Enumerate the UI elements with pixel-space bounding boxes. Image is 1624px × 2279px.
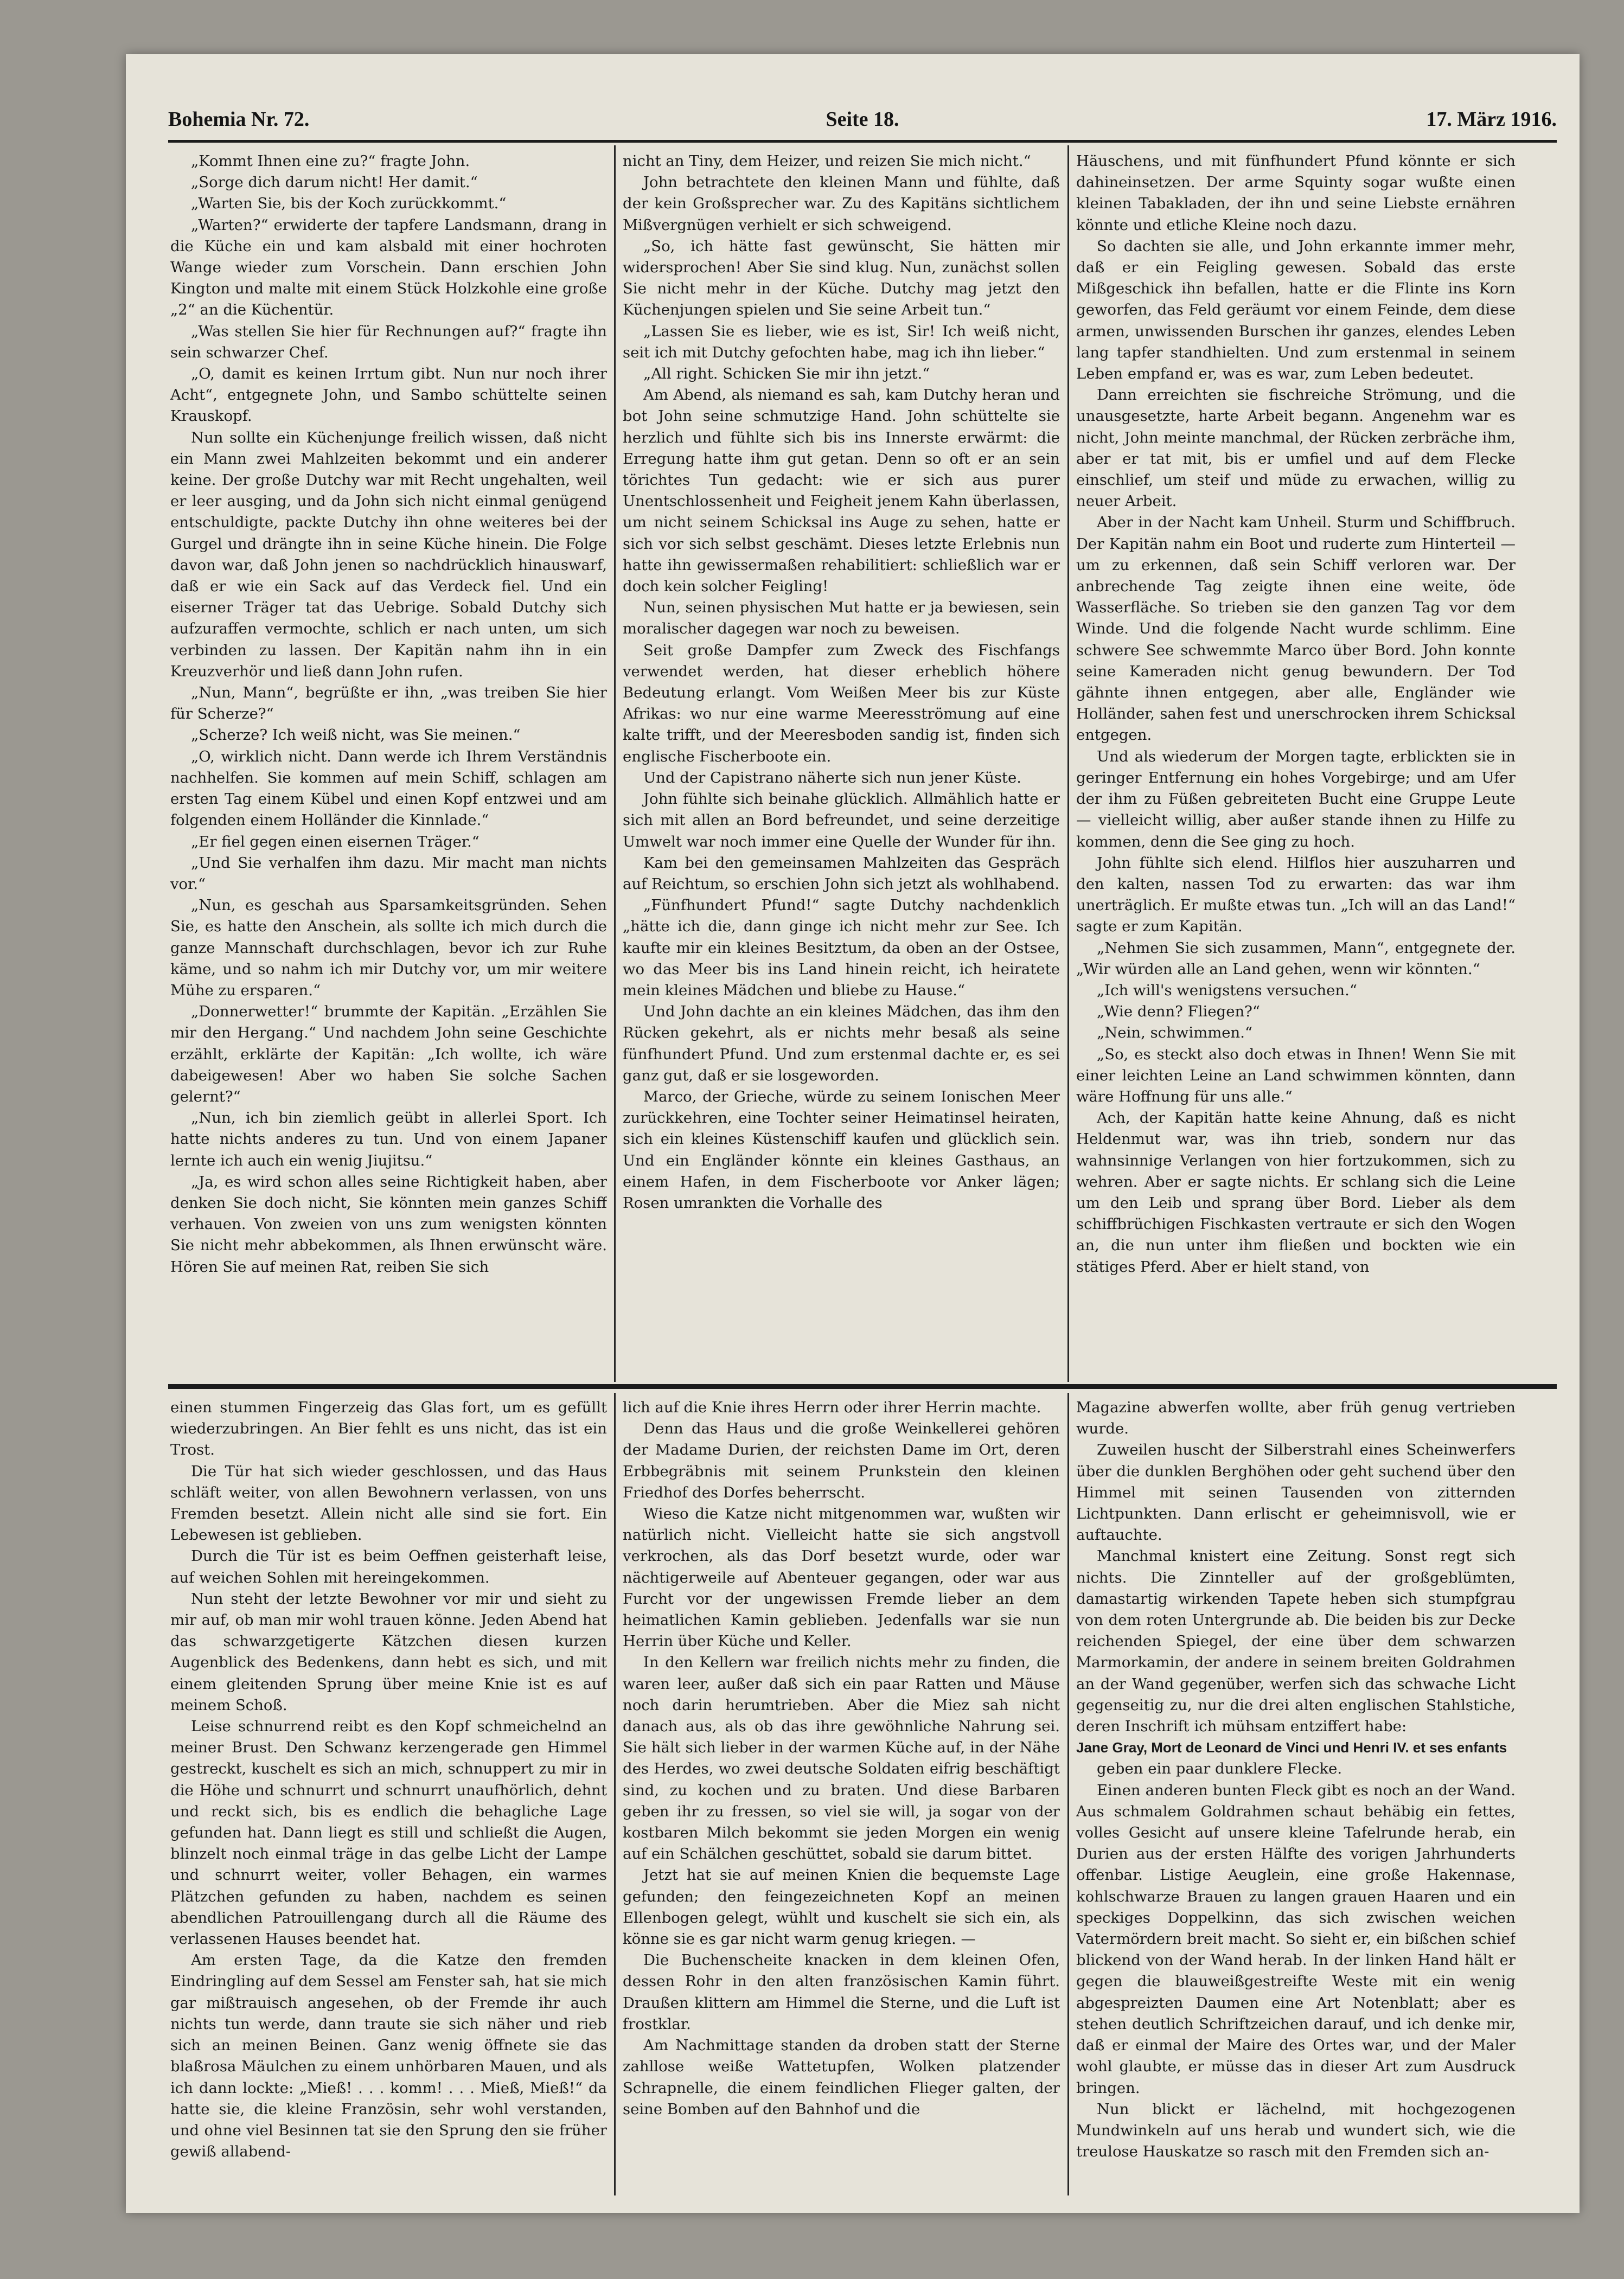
paragraph: John betrachtete den kleinen Mann und fühlte, daß der kein Großsprecher war. Zu des Kapitäns sichtlichem Mißvergnügen verhielt er sich schweigend. bbox=[623, 174, 1060, 234]
paragraph: „Er fiel gegen einen eisernen Träger.“ bbox=[191, 833, 479, 850]
paragraph: Manchmal knistert eine Zeitung. Sonst regt sich nichts. Die Zinnteller auf der großgeblümten, damastartig wirkenden Tapete heben sich stumpfgrau von dem roten Untergrunde ab. Die beiden bis zur Decke reichenden Spiegel, der eine über dem schwarzen Marmorkamin, der andere in seinem breiten Goldrahmen an der Wand gegenüber, werfen sich das schwache Licht gegenseitig zu, nur die drei alten englischen Stahlstiche, deren Inschrift ich mühsam entziffert habe: bbox=[1076, 1547, 1516, 1736]
paragraph: „Sorge dich darum nicht! Her damit.“ bbox=[191, 174, 478, 191]
paragraph: Die Tür hat sich wieder geschlossen, und das Haus schläft weiter, von allen Bewohnern verlassen, von uns Fremden besetzt. Allein nicht alle sind sie fort. Ein Lebewesen ist geblieben. bbox=[170, 1462, 607, 1544]
paragraph: Dann erreichten sie fischreiche Strömung, und die unausgesetzte, harte Arbeit begann. Angenehm war es nicht, John meinte manchmal, der Rücken zerbräche ihm, aber er tat mit, bis er umfiel und auf dem Flecke einschlief, um steif und müde zu erwachen, willig zu neuer Arbeit. bbox=[1076, 386, 1516, 510]
paragraph: Nun steht der letzte Bewohner vor mir und sieht zu mir auf, ob man mir wohl trauen könne. Jeden Abend hat das schwarzgetigerte Kätzchen diesen kurzen Augenblick des Bedenkens, dann hebt es sich, und mit einem gleitenden Sprung über meine Knie ist es auf meinem Schoß. bbox=[170, 1590, 607, 1714]
page-number: Seite 18. bbox=[826, 108, 899, 131]
newspaper-page bbox=[126, 54, 1580, 2213]
paragraph: „Was stellen Sie hier für Rechnungen auf?“ fragte ihn sein schwarzer Chef. bbox=[170, 322, 607, 361]
paragraph: „Warten?“ erwiderte der tapfere Landsmann, drang in die Küche ein und kam alsbald mit einer hochroten Wange wieder zum Vorschein. Dann erschien John Kington und malte mit einem Stück Holzkohle eine große „2“ an die Küchentür. bbox=[170, 216, 607, 319]
lower-column-1 bbox=[170, 1397, 607, 2194]
paragraph: Am Abend, als niemand es sah, kam Dutchy heran und bot John seine schmutzige Hand. John schüttelte sie herzlich und fühlte sich bis ins Innerste erwärmt: die Erregung hatte ihm gut getan. Denn so oft er an sein törichtes Tun gedacht: wie er sich aus purer Unentschlossenheit und Feigheit jenem Kahn überlassen, um nicht seinem Schicksal ins Auge zu sehen, hatte er sich vor sich selbst geschämt. Dieses letzte Erlebnis nun hatte ihn gewissermaßen rehabilitiert: schließlich war er doch kein solcher Feigling! bbox=[623, 386, 1060, 596]
paragraph: Jane Gray, Mort de Leonard de Vinci und Henri IV. et ses enfants bbox=[1076, 1739, 1507, 1756]
paragraph: Nun blickt er lächelnd, mit hochgezogenen Mundwinkeln auf uns herab und wundert sich, wie die treulose Hauskatze so rasch mit den Fremden sich an- bbox=[1076, 2100, 1516, 2161]
paragraph: „Kommt Ihnen eine zu?“ fragte John. bbox=[191, 152, 470, 170]
paragraph: John fühlte sich elend. Hilflos hier auszuharren und den kalten, nassen Tod zu erwarten: das war ihm unerträglich. Er mußte etwas tun. „Ich will an das Land!“ sagte er zum Kapitän. bbox=[1076, 854, 1516, 936]
paragraph: lich auf die Knie ihres Herrn oder ihrer Herrin machte. bbox=[623, 1399, 1041, 1416]
issue-date: 17. März 1916. bbox=[1426, 108, 1557, 131]
paragraph: Leise schnurrend reibt es den Kopf schmeichelnd an meiner Brust. Den Schwanz kerzengerade gen Himmel gestreckt, kuschelt es sich an mich, schnuppert zu mir in die Höhe und schnurrt und schnurrt unaufhörlich, dehnt und reckt sich, bis es endlich die behagliche Lage gefunden hat. Dann liegt es still und schließt die Augen, blinzelt noch einmal träge in das gelbe Licht der Lampe und schnurrt weiter, voller Behagen, ein warmes Plätzchen gefunden zu haben, nachdem es seinen abendlichen Patrouillengang durch all die Räume des verlassenen Hauses beendet hat. bbox=[170, 1718, 607, 1948]
paragraph: „Fünfhundert Pfund!“ sagte Dutchy nachdenklich „hätte ich die, dann ginge ich nicht mehr zur See. Ich kaufte mir ein kleines Besitztum, da oben an der Ostsee, wo das Meer bis ins Land hinein reicht, ich heiratete mein kleines Mädchen und bliebe zu Hause.“ bbox=[623, 897, 1060, 999]
paragraph: Kam bei den gemeinsamen Mahlzeiten das Gespräch auf Reichtum, so erschien John sich jetzt als wohlhabend. bbox=[623, 854, 1060, 893]
paragraph: „Nun, es geschah aus Sparsamkeitsgründen. Sehen Sie, es hatte den Anschein, als sollte ich mich durch die ganze Mannschaft durchschlagen, bevor ich zur Ruhe käme, und so nahm ich mir Dutchy vor, um mir weitere Mühe zu ersparen.“ bbox=[170, 897, 607, 999]
paragraph: „Nun, Mann“, begrüßte er ihn, „was treiben Sie hier für Scherze?“ bbox=[170, 684, 607, 723]
paragraph: John fühlte sich beinahe glücklich. Allmählich hatte er sich mit allen an Bord befreundet, und seine derzeitige Umwelt war noch immer eine Quelle der Wunder für ihn. bbox=[623, 790, 1060, 850]
lower-column-3 bbox=[1076, 1397, 1516, 2194]
paragraph: Marco, der Grieche, würde zu seinem Ionischen Meer zurückkehren, eine Tochter seiner Heimatinsel heiraten, sich ein kleines Küstenschiff kaufen und glücklich sein. Und ein Engländer könnte ein kleines Gasthaus, an einem Hafen, in dem Fischerboote vor Anker lägen; Rosen umrankten die Vorhalle des bbox=[623, 1087, 1060, 1212]
paragraph: Einen anderen bunten Fleck gibt es noch an der Wand. Aus schmalem Goldrahmen schaut behäbig ein fettes, volles Gesicht auf unsere kleine Tafelrunde herab, ein Durien aus der ersten Hälfte des vorigen Jahrhunderts offenbar. Listige Aeuglein, eine große Hakennase, kohlschwarze Brauen zu langen grauen Haaren und ein speckiges Doppelkinn, das sich zwischen weichen Vatermördern breit macht. So sieht er, ein bißchen schief blickend von der Wand herab. In der linken Hand hält er gegen die blauweißgestreifte Weste mit ein wenig abgespreizten Daumen eine Art Notenblatt; aber es stehen deutlich Schriftzeichen darauf, und ich denke mir, daß er einmal der Maire des Ortes war, und der Maler wohl glaubte, er müsse das in dieser Art zum Ausdruck bringen. bbox=[1076, 1781, 1516, 2097]
paragraph: Wieso die Katze nicht mitgenommen war, wußten wir natürlich nicht. Vielleicht hatte sie sich angstvoll verkrochen, als das Dorf besetzt wurde, oder war nächtigerweile auf Abenteuer gegangen, oder war aus Furcht vor der ungewissen Fremde lieber an dem heimatlichen Kamin geblieben. Jedenfalls war sie nun Herrin über Küche und Keller. bbox=[623, 1505, 1060, 1650]
paragraph: Und der Capistrano näherte sich nun jener Küste. bbox=[643, 769, 1021, 786]
paragraph: Aber in der Nacht kam Unheil. Sturm und Schiffbruch. Der Kapitän nahm ein Boot und ruderte zum Hinterteil — um zu erkennen, daß sein Schiff verloren war. Der anbrechende Tag zeigte ihnen eine weite, öde Wasserfläche. So trieben sie den ganzen Tag vor dem Winde. Und die folgende Nacht wurde schlimm. Eine schwere See schwemmte Marco über Bord. John konnte seine Kameraden nicht genug bewundern. Der Tod gähnte ihnen entgegen, aber alle, Engländer wie Holländer, sahen fest und unerschrocken ihrem Schicksal entgegen. bbox=[1076, 514, 1516, 744]
paragraph: Nun, seinen physischen Mut hatte er ja bewiesen, sein moralischer dagegen war noch zu beweisen. bbox=[623, 599, 1060, 638]
paragraph: „O, damit es keinen Irrtum gibt. Nun nur noch ihrer Acht“, entgegnete John, und Sambo schüttelte seinen Krauskopf. bbox=[170, 365, 607, 425]
paragraph: Nun sollte ein Küchenjunge freilich wissen, daß nicht ein Mann zwei Mahlzeiten bekommt und ein anderer keine. Der große Dutchy war mit Recht ungehalten, weil er leer ausging, und da John sich nicht einmal genügend entschuldigte, packte Dutchy ihn ohne weiteres bei der Gurgel und drängte ihn in seine Küche hinein. Die Folge davon war, daß John jenen so nachdrücklich hinauswarf, daß er wie ein Sack auf das Verdeck fiel. Und ein eiserner Träger tat das Uebrige. Sobald Dutchy sich aufzuraffen vermochte, schlich er nach unten, um sich verbinden zu lassen. Der Kapitän nahm ihn in ein Kreuzverhör und ließ dann John rufen. bbox=[170, 428, 607, 680]
paragraph: einen stummen Fingerzeig das Glas fort, um es gefüllt wiederzubringen. An Bier fehlt es uns nicht, das ist ein Trost. bbox=[170, 1399, 607, 1459]
lower-column-2 bbox=[623, 1397, 1060, 2194]
paragraph: „Ich will's wenigstens versuchen.“ bbox=[1097, 981, 1357, 999]
paragraph: Und als wiederum der Morgen tagte, erblickten sie in geringer Entfernung ein hohes Vorgebirge; und am Ufer der ihm zu Füßen gebreiteten Bucht eine Gruppe Leute — vielleicht willig, aber außer stande ihnen zu Hilfe zu kommen, denn die See ging zu hoch. bbox=[1076, 747, 1516, 850]
paragraph: Seit große Dampfer zum Zweck des Fischfangs verwendet werden, hat dieser erheblich höhere Bedeutung erlangt. Vom Weißen Meer bis zur Küste Afrikas: wo nur eine warme Meeresströmung auf eine kalte trifft, und der Meeresboden sandig ist, finden sich englische Fischerboote ein. bbox=[623, 641, 1060, 765]
paragraph: So dachten sie alle, und John erkannte immer mehr, daß er ein Feigling gewesen. Sobald das erste Mißgeschick ihn befallen, hatte er die Flinte ins Korn geworfen, das Feld geräumt vor einem Feinde, dem diese armen, unwissenden Burschen ihr ganzes, elendes Leben lang tapfer standhielten. Und zum erstenmal in seinem Leben empfand er, was es war, zum Leben bedeutet. bbox=[1076, 237, 1516, 383]
column-divider bbox=[614, 1393, 616, 2195]
paragraph: „Nun, ich bin ziemlich geübt in allerlei Sport. Ich hatte nichts anderes zu tun. Und von einem Japaner lernte ich auch ein wenig Jiujitsu.“ bbox=[170, 1109, 607, 1169]
paragraph: „So, ich hätte fast gewünscht, Sie hätten mir widersprochen! Aber Sie sind klug. Nun, zunächst sollen Sie nicht mehr in der Küche. Dutchy mag jetzt den Küchenjungen spielen und Sie seine Arbeit tun.“ bbox=[623, 237, 1060, 319]
paragraph: Die Buchenscheite knacken in dem kleinen Ofen, dessen Rohr in den alten französischen Kamin führt. Draußen klittern am Himmel die Sterne, und die Luft ist frostklar. bbox=[623, 1951, 1060, 2033]
paragraph: nicht an Tiny, dem Heizer, und reizen Sie mich nicht.“ bbox=[623, 152, 1031, 170]
paragraph: „Wie denn? Fliegen?“ bbox=[1097, 1003, 1260, 1021]
paragraph: Jetzt hat sie auf meinen Knien die bequemste Lage gefunden; den feingezeichneten Kopf an meinen Ellenbogen gelegt, wühlt und kuschelt sie sich ein, als könne sie es gar nicht warm genug kriegen. — bbox=[623, 1866, 1060, 1948]
column-divider bbox=[1067, 145, 1069, 1382]
paragraph: Und John dachte an ein kleines Mädchen, das ihm den Rücken gekehrt, als er nichts mehr besaß als seine fünfhundert Pfund. Und zum erstenmal dachte er, es sei ganz gut, daß er sie losgeworden. bbox=[623, 1003, 1060, 1084]
column-divider bbox=[1067, 1393, 1069, 2195]
paragraph: In den Kellern war freilich nichts mehr zu finden, die waren leer, außer daß sich ein paar Ratten und Mäuse noch darin herumtrieben. Aber die Miez sah nicht danach aus, als ob das ihre gewöhnliche Nahrung sei. Sie hält sich lieber in der warmen Küche auf, in der Nähe des Herdes, wo zwei deutsche Soldaten eifrig beschäftigt sind, zu kochen und zu braten. Und diese Barbaren geben ihr zu fressen, so viel sie will, ja sogar von der kostbaren Milch bekommt sie jeden Morgen ein wenig auf ein Schälchen geschüttet, sobald sie darum bittet. bbox=[623, 1654, 1060, 1863]
paragraph: „Nein, schwimmen.“ bbox=[1097, 1024, 1253, 1042]
paragraph: „Nehmen Sie sich zusammen, Mann“, entgegnete der. „Wir würden alle an Land gehen, wenn wir könnten.“ bbox=[1076, 939, 1516, 978]
paragraph: „Ja, es wird schon alles seine Richtigkeit haben, aber denken Sie doch nicht, Sie könnten mein ganzes Schiff verhauen. Von zweien von uns zum wenigsten könnten Sie nicht mehr abbekommen, als Ihnen erwünscht wäre. Hören Sie auf meinen Rat, reiben Sie sich bbox=[170, 1173, 607, 1276]
paragraph: Am Nachmittage standen da droben statt der Sterne zahllose weiße Wattetupfen, Wolken platzender Schrapnelle, die einem feindlichen Flieger galten, der seine Bomben auf den Bahnhof und die bbox=[623, 2037, 1060, 2118]
upper-column-1 bbox=[170, 151, 607, 1378]
issue-number: Bohemia Nr. 72. bbox=[168, 108, 310, 131]
paragraph: „Lassen Sie es lieber, wie es ist, Sir! Ich weiß nicht, seit ich mit Dutchy gefochten habe, mag ich ihn lieber.“ bbox=[623, 322, 1060, 361]
paragraph: Denn das Haus und die große Weinkellerei gehören der Madame Durien, der reichsten Dame im Ort, deren Erbbegräbnis mit seinem Prunkstein den kleinen Friedhof des Dorfes beherrscht. bbox=[623, 1420, 1060, 1501]
paragraph: „Donnerwetter!“ brummte der Kapitän. „Erzählen Sie mir den Hergang.“ Und nachdem John seine Geschichte erzählt, erklärte der Kapitän: „Ich wollte, ich wäre dabeigewesen! Aber wo haben Sie solche Sachen gelernt?“ bbox=[170, 1003, 607, 1105]
paragraph: geben ein paar dunklere Flecke. bbox=[1097, 1760, 1342, 1778]
column-divider bbox=[614, 145, 616, 1382]
upper-column-2 bbox=[623, 151, 1060, 1378]
paragraph: Ach, der Kapitän hatte keine Ahnung, daß es nicht Heldenmut war, was ihn trieb, sondern nur das wahnsinnige Verlangen von hier fortzukommen, sich zu wehren. Aber er sagte nichts. Er schlang sich die Leine um den Leib und sprang über Bord. Lieber als dem schiffbrüchigen Fischkasten vertraute er sich den Wogen an, die nun unter ihm fließen und bockten wie ein stätiges Pferd. Aber er hielt stand, von bbox=[1076, 1109, 1516, 1276]
paragraph: Zuweilen huscht der Silberstrahl eines Scheinwerfers über die dunklen Berghöhen oder geht suchend über den Himmel mit seinen Tausenden von zitternden Lichtpunkten. Dann erlischt er geheimnisvoll, wie er auftauchte. bbox=[1076, 1441, 1516, 1544]
upper-column-3 bbox=[1076, 151, 1516, 1378]
paragraph: Am ersten Tage, da die Katze den fremden Eindringling auf dem Sessel am Fenster sah, hat sie mich gar mißtrauisch angesehen, ob der Fremde ihr auch nichts tun werde, dann traute sie sich näher und rieb sich an meinen Beinen. Ganz wenig öffnete sie das blaßrosa Mäulchen zu einem unhörbaren Mauen, und als ich dann lockte: „Mieß! . . . komm! . . . Mieß, Mieß!“ da hatte sie, die kleine Französin, sehr wohl verstanden, und ohne viel Besinnen tat sie den Sprung den sie früher gewiß allabend- bbox=[170, 1951, 607, 2161]
header-rule bbox=[168, 140, 1557, 143]
paragraph: „O, wirklich nicht. Dann werde ich Ihrem Verständnis nachhelfen. Sie kommen auf mein Schiff, schlagen am ersten Tag einem Kübel und einen Kopf entzwei und am folgenden einem Holländer die Kinnlade.“ bbox=[170, 747, 607, 829]
paragraph: „Und Sie verhalfen ihm dazu. Mir macht man nichts vor.“ bbox=[170, 854, 607, 893]
section-divider bbox=[168, 1384, 1557, 1389]
paragraph: Häuschens, und mit fünfhundert Pfund könnte er sich dahineinsetzen. Der arme Squinty sogar wußte einen kleinen Tabakladen, der ihn und seine Liebste ernähren könnte und etliche Kleine noch dazu. bbox=[1076, 152, 1516, 234]
paragraph: „Scherze? Ich weiß nicht, was Sie meinen.“ bbox=[191, 726, 521, 744]
paragraph: „All right. Schicken Sie mir ihn jetzt.“ bbox=[643, 365, 930, 383]
paragraph: „Warten Sie, bis der Koch zurückkommt.“ bbox=[191, 195, 507, 213]
paragraph: Magazine abwerfen wollte, aber früh genug vertrieben wurde. bbox=[1076, 1399, 1516, 1438]
paragraph: Durch die Tür ist es beim Oeffnen geisterhaft leise, auf weichen Sohlen mit hereingekommen. bbox=[170, 1547, 607, 1586]
paragraph: „So, es steckt also doch etwas in Ihnen! Wenn Sie mit einer leichten Leine an Land schwimmen könnten, dann wäre Hoffnung für uns alle.“ bbox=[1076, 1045, 1516, 1105]
